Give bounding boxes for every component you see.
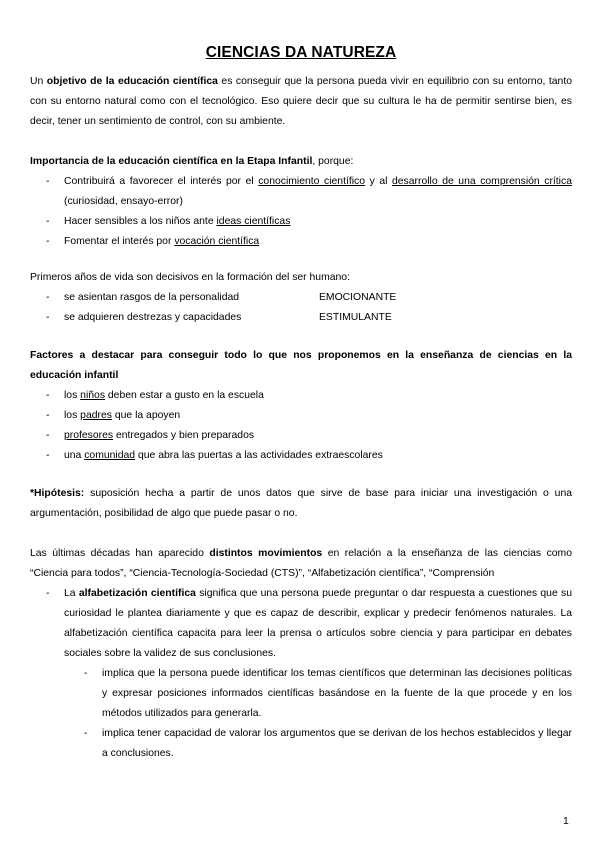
list-item: - los niños deben estar a gusto en la escuela xyxy=(30,386,572,406)
movimientos-list xyxy=(30,584,572,764)
primeros-list-wrap xyxy=(30,288,572,328)
page-title: CIENCIAS DA NATUREZA xyxy=(205,44,397,61)
list-item: - La alfabetización científica significa que una persona puede preguntar o dar respuesta a cuestiones que su curiosidad le plantea diariamente y que es capaz de describir, explicar y predecir fenómenos naturales. La alfabetización científica capacita para leer la prensa o artículos sobre ciencia y para participar en debates sociales sobre la validez de sus conclusiones. - implica que la persona puede identificar los temas científicos que determinan las decisiones políticas y expresar posiciones informados científicas basándose en la fuente de la que procede y en los métodos utilizados para generarla. - implica tener capacidad de valorar los argumentos que se derivan de los hechos establecidos y llegar a conclusiones. xyxy=(30,584,572,764)
importancia-heading: Importancia de la educación científica en la Etapa Infantil, porque: xyxy=(30,156,354,167)
intro-paragraph xyxy=(30,72,572,132)
list-item: - los padres que la apoyen xyxy=(30,406,572,426)
primeros-intro: Primeros años de vida son decisivos en la formación del ser humano: xyxy=(30,272,350,283)
list-item: - una comunidad que abra las puertas a las actividades extraescolares xyxy=(30,446,572,466)
importancia-list-wrap xyxy=(30,172,572,252)
primeros-list xyxy=(30,288,572,328)
page-number: 1 xyxy=(563,816,569,827)
movimientos-sublist xyxy=(30,664,572,764)
list-item: - Fomentar el interés por vocación científica xyxy=(30,232,572,252)
list-item: - implica que la persona puede identificar los temas científicos que determinan las decisiones políticas y expresar posiciones informados científicas basándose en la fuente de la que procede y en los métodos utilizados para generarla. xyxy=(30,664,572,724)
list-item: - Hacer sensibles a los niños ante ideas científicas xyxy=(30,212,572,232)
list-item: - Contribuirá a favorecer el interés por el conocimiento científico y al desarrollo de una comprensión crítica (curiosidad, ensayo-error) xyxy=(30,172,572,212)
list-item: - profesores entregados y bien preparados xyxy=(30,426,572,446)
intro-text-rest: es conseguir que la persona pueda vivir en equilibrio con su entorno, tanto con su entorno natural como con el tecnológico. Eso quiere decir que su cultura le ha de permitir sentirse bien, es decir, tener un sentimiento de control, con su ambiente. xyxy=(30,76,572,127)
factores-list-wrap xyxy=(30,386,572,466)
factores-heading: Factores a destacar para conseguir todo lo que nos proponemos en la enseñanza de ciencias en la educación infantil xyxy=(30,350,572,381)
intro-bold-phrase: objetivo de la educación científica xyxy=(46,76,218,87)
movimientos-paragraph: Las últimas décadas han aparecido distintos movimientos en relación a la enseñanza de las ciencias como “Ciencia para todos”, “Ciencia-Tecnología-Sociedad (CTS)”, “Alfabetización científica”, “Comprensión xyxy=(30,548,572,579)
list-item: - se adquieren destrezas y capacidades ESTIMULANTE xyxy=(30,308,572,328)
list-item: - se asientan rasgos de la personalidad EMOCIONANTE xyxy=(30,288,572,308)
factores-list xyxy=(30,386,572,466)
emotion-label: ESTIMULANTE xyxy=(319,312,392,323)
list-item: - implica tener capacidad de valorar los argumentos que se derivan de los hechos establecidos y llegar a conclusiones. xyxy=(30,724,572,764)
emotion-label: EMOCIONANTE xyxy=(319,292,397,303)
importancia-list xyxy=(30,172,572,252)
intro-text-start: Un xyxy=(30,76,47,87)
hipotesis-label: *Hipótesis: xyxy=(30,488,85,499)
hipotesis-paragraph: *Hipótesis: suposición hecha a partir de unos datos que sirve de base para iniciar una investigación o una argumentación, posibilidad de algo que puede pasar o no. xyxy=(30,488,572,519)
movimientos-list-wrap xyxy=(30,584,572,764)
